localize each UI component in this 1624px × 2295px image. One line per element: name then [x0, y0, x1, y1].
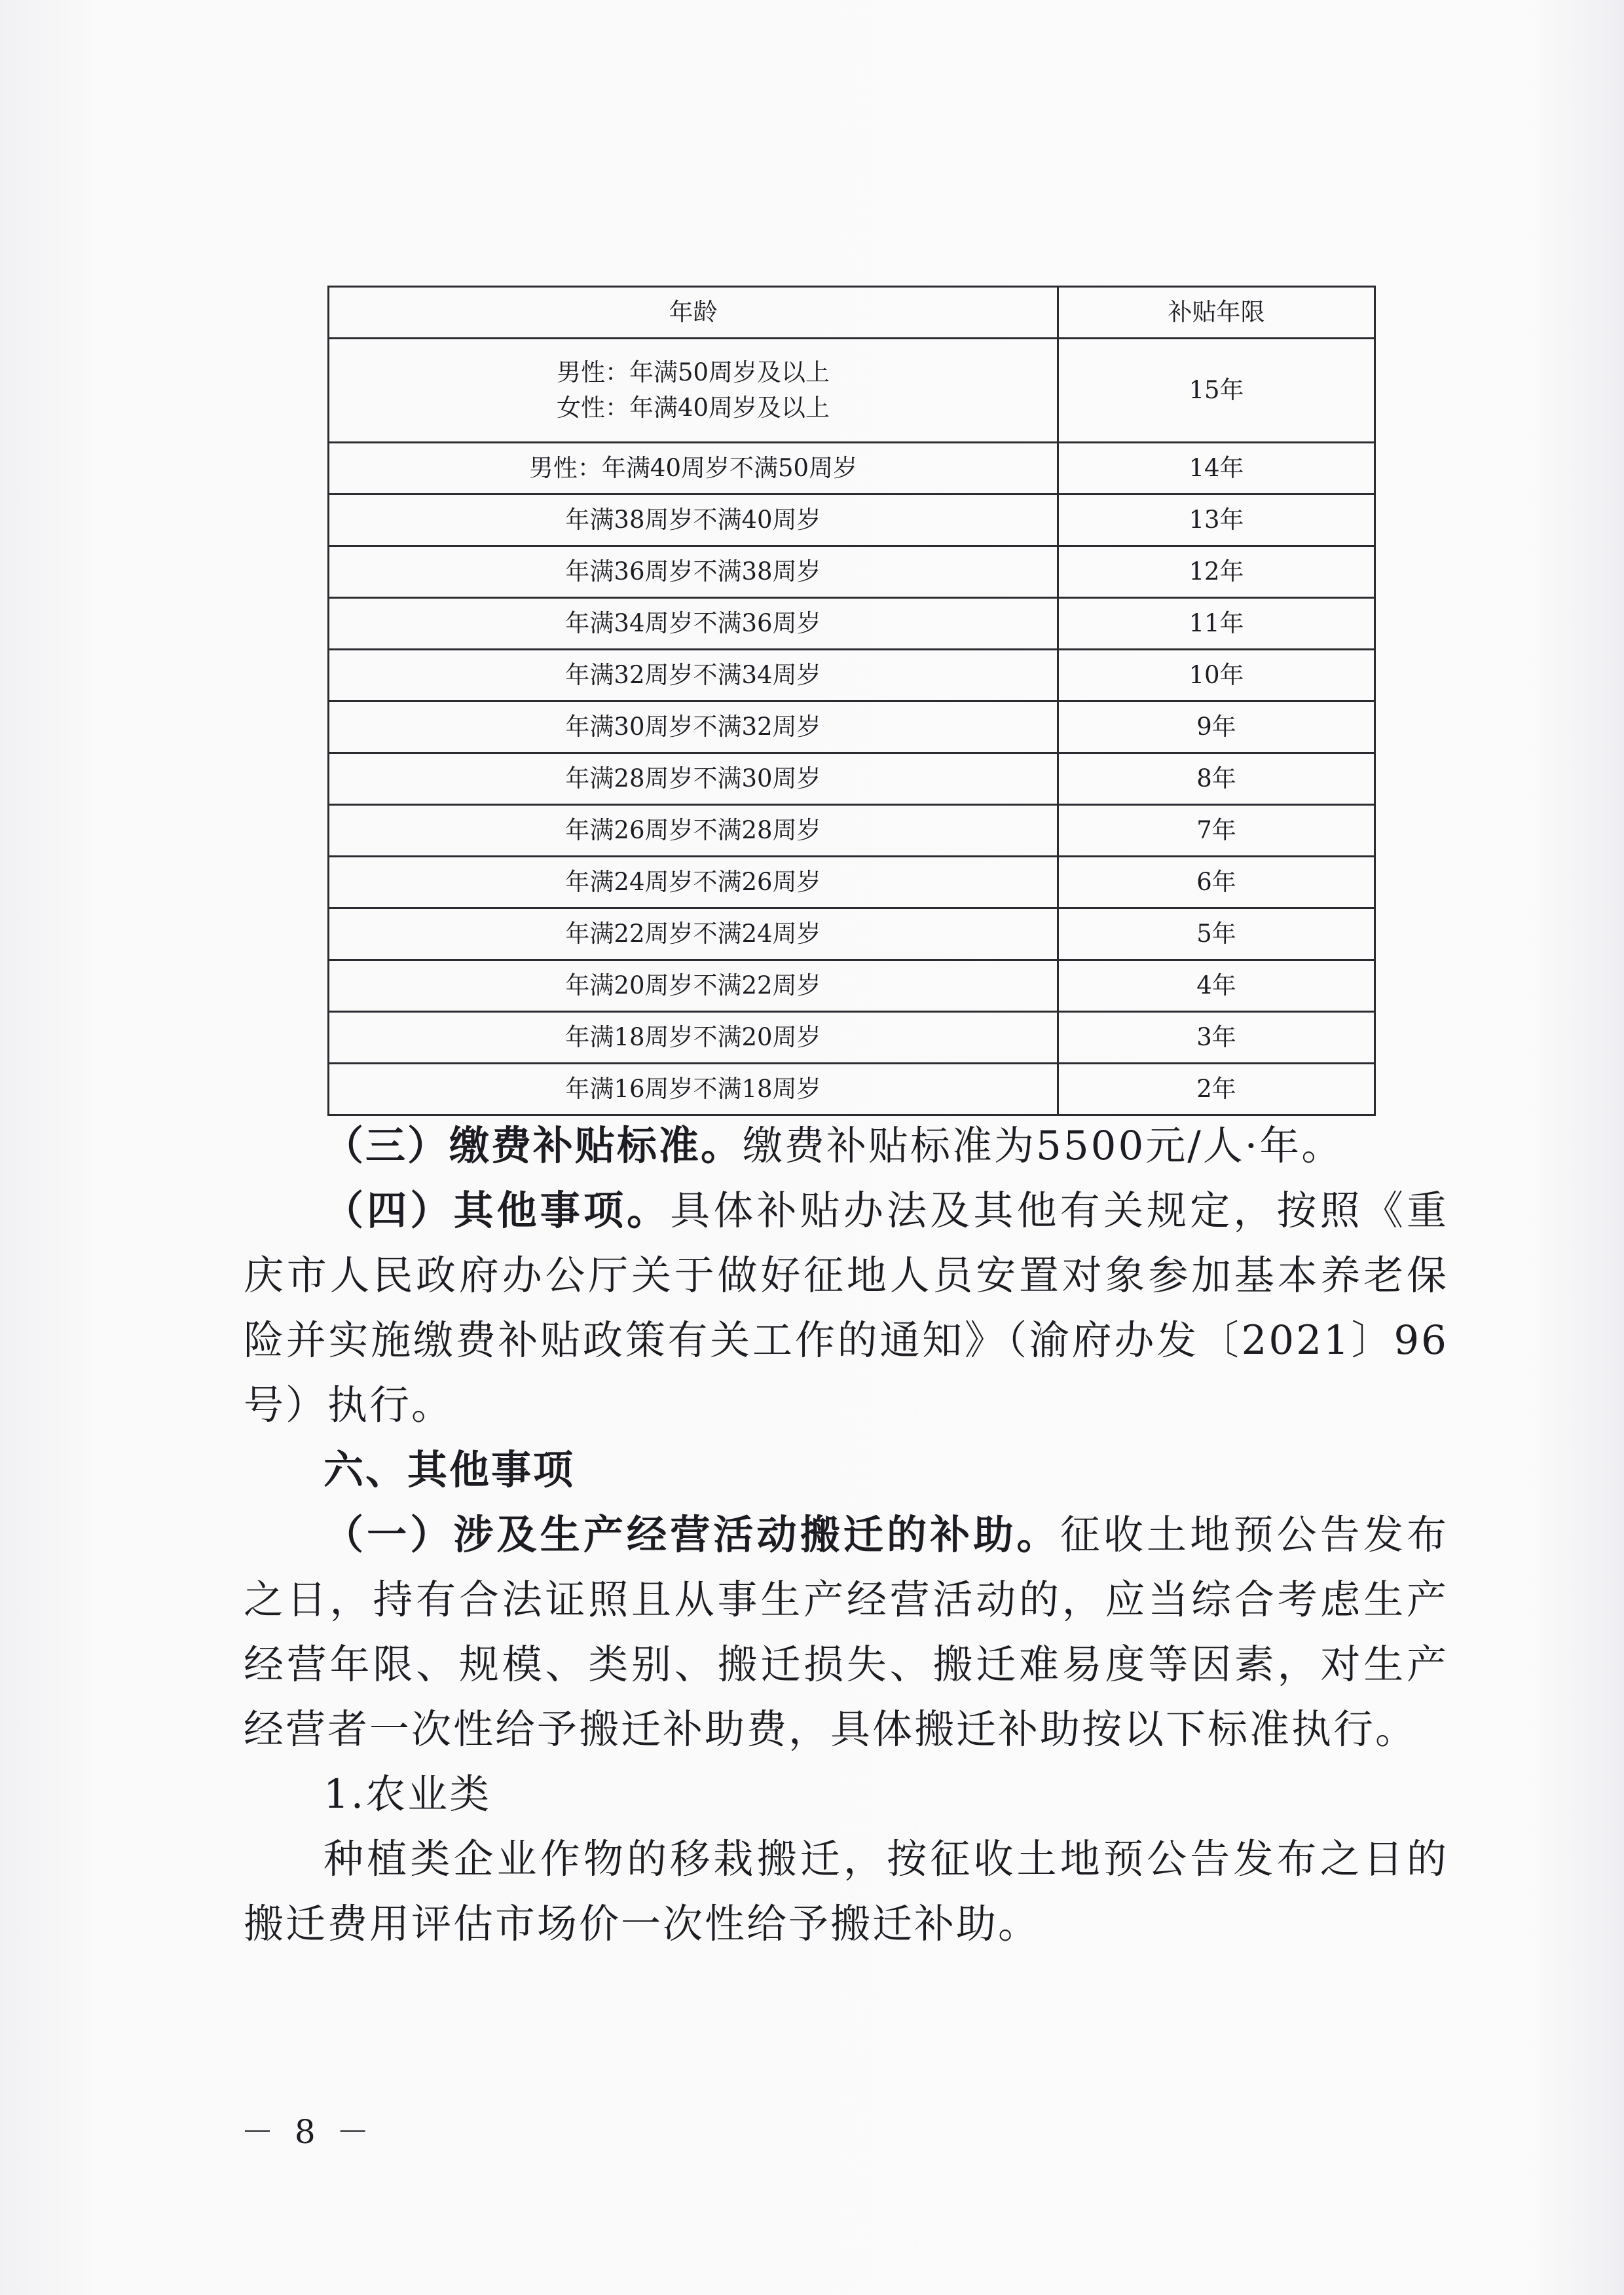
table-row: [329, 598, 1375, 650]
paragraph-lead: （三）缴费补贴标准。: [323, 1123, 743, 1169]
age-cell: [329, 339, 1058, 443]
header-age: 年龄: [329, 287, 1058, 339]
table-row: [329, 494, 1375, 546]
table-row: [329, 339, 1375, 443]
age-cell: 年满32周岁不满34周岁: [329, 650, 1058, 701]
years-cell: 6年: [1058, 857, 1375, 908]
age-cell: 年满18周岁不满20周岁: [329, 1012, 1058, 1064]
page-number: － 8 －: [241, 2113, 375, 2151]
age-cell: 年满20周岁不满22周岁: [329, 960, 1058, 1012]
table-row: [329, 701, 1375, 753]
years-cell: 2年: [1058, 1064, 1375, 1115]
years-cell: 12年: [1058, 546, 1375, 598]
years-cell: 8年: [1058, 753, 1375, 805]
years-cell: 13年: [1058, 494, 1375, 546]
paragraph-lead: （四）其他事项。: [323, 1187, 671, 1234]
age-cell: 年满36周岁不满38周岁: [329, 546, 1058, 598]
header-subsidy-years: 补贴年限: [1058, 287, 1375, 339]
age-line-male: 男性：年满50周岁及以上: [556, 358, 830, 387]
table-row: [329, 1012, 1375, 1064]
table-row: [329, 805, 1375, 857]
subsection-heading: 1.农业类: [323, 1771, 492, 1818]
table-row: [329, 857, 1375, 908]
age-cell: 年满34周岁不满36周岁: [329, 598, 1058, 650]
age-cell: 年满24周岁不满26周岁: [329, 857, 1058, 908]
table-row: [329, 960, 1375, 1012]
table-row: [329, 443, 1375, 494]
subsidy-years-table: [327, 286, 1376, 1116]
years-cell: 5年: [1058, 908, 1375, 960]
table-row: [329, 753, 1375, 805]
body-text: [244, 1113, 1449, 1956]
age-cell: 年满38周岁不满40周岁: [329, 494, 1058, 546]
table-row: [329, 650, 1375, 701]
years-cell: 10年: [1058, 650, 1375, 701]
years-cell: 3年: [1058, 1012, 1375, 1064]
age-cell: 男性：年满40周岁不满50周岁: [329, 443, 1058, 494]
age-cell: 年满28周岁不满30周岁: [329, 753, 1058, 805]
paragraph-agriculture: 种植类企业作物的移栽搬迁，按征收土地预公告发布之日的搬迁费用评估市场价一次性给予搬迁补助。: [244, 1836, 1449, 1947]
years-cell: 15年: [1058, 339, 1375, 443]
years-cell: 14年: [1058, 443, 1375, 494]
paragraph-text: 具体补贴办法及其他有关规定，按照《重庆市人民政府办公厅关于做好征地人员安置对象参加基本养老保险并实施缴费补贴政策有关工作的通知》（渝府办发〔2021〕96号）执行。: [244, 1187, 1449, 1428]
section-heading: 六、其他事项: [323, 1447, 576, 1493]
table-row: [329, 546, 1375, 598]
age-line-female: 女性：年满40周岁及以上: [556, 394, 830, 422]
years-cell: 7年: [1058, 805, 1375, 857]
paragraph-contribution-standard: [244, 1113, 1449, 1178]
years-cell: 4年: [1058, 960, 1375, 1012]
table-row: [329, 908, 1375, 960]
paragraph-relocation-subsidy: [244, 1502, 1449, 1762]
years-cell: 11年: [1058, 598, 1375, 650]
table-header-row: [329, 287, 1375, 339]
paragraph-lead: （一）涉及生产经营活动搬迁的补助。: [323, 1512, 1060, 1558]
age-cell: 年满30周岁不满32周岁: [329, 701, 1058, 753]
age-cell: 年满26周岁不满28周岁: [329, 805, 1058, 857]
table-row: [329, 1064, 1375, 1115]
paragraph-other-matters: [244, 1178, 1449, 1438]
paragraph-text: 缴费补贴标准为5500元/人·年。: [743, 1123, 1344, 1169]
age-cell: 年满16周岁不满18周岁: [329, 1064, 1058, 1115]
years-cell: 9年: [1058, 701, 1375, 753]
paragraph-text: 征收土地预公告发布之日，持有合法证照且从事生产经营活动的，应当综合考虑生产经营年限、规模、类别、搬迁损失、搬迁难易度等因素，对生产经营者一次性给予搬迁补助费，具体搬迁补助按以下标准执行。: [244, 1512, 1449, 1753]
age-cell: 年满22周岁不满24周岁: [329, 908, 1058, 960]
